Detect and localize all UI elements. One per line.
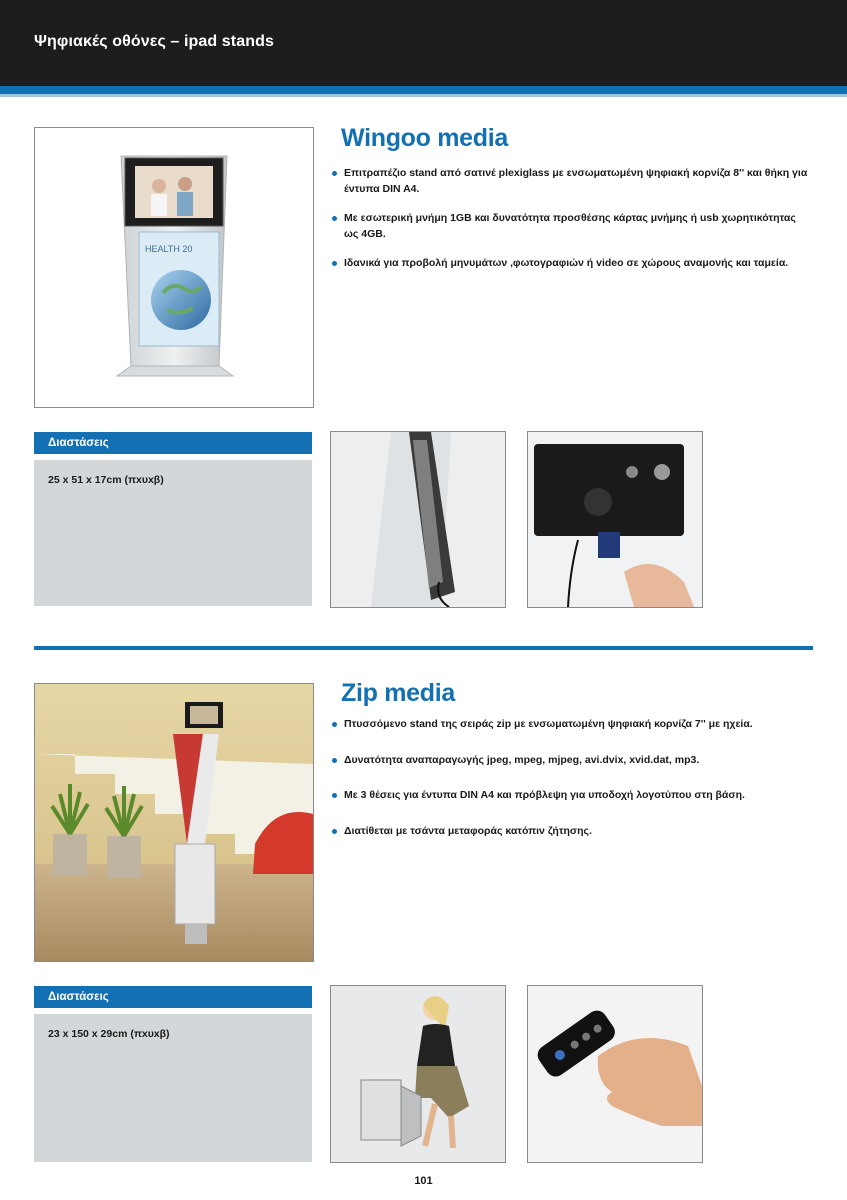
- header-title: Ψηφιακές οθόνες – ipad stands: [34, 33, 274, 50]
- page-header: [0, 0, 847, 86]
- zip-bag-image: [330, 985, 506, 1163]
- zip-bullet-list: [332, 717, 812, 853]
- zip-remote-image: [527, 985, 703, 1163]
- zip-product-image: [34, 683, 314, 962]
- bullet-item: Με εσωτερική μνήμη 1GB και δυνατότητα προσθέσης κάρτας μνήμης ή usb χωρητικότητας ως 4GB.: [332, 211, 812, 242]
- wingoo-bullet-list: [332, 166, 812, 286]
- wingoo-side-view-image: [330, 431, 506, 608]
- zip-dims-value: 23 x 150 x 29cm (πxυxβ): [34, 1014, 312, 1162]
- bullet-item: Ιδανικά για προβολή μηνυμάτων ,φωτογραφιών ή video σε χώρους αναμονής και ταμεία.: [332, 256, 812, 272]
- zip-dims-header: Διαστάσεις: [34, 986, 312, 1008]
- page-number: 101: [414, 1175, 433, 1187]
- bullet-item: Διατίθεται με τσάντα μεταφοράς κατόπιν ζήτησης.: [332, 824, 812, 840]
- bullet-item: Πτυσσόμενο stand της σειράς zip με ενσωματωμένη ψηφιακή κορνίζα 7'' με ηχεία.: [332, 717, 812, 733]
- wingoo-dims-header: Διαστάσεις: [34, 432, 312, 454]
- header-stripe: [0, 86, 847, 94]
- zip-title: Zip media: [341, 679, 455, 707]
- wingoo-title: Wingoo media: [341, 124, 509, 152]
- wingoo-dims-value: 25 x 51 x 17cm (πxυxβ): [34, 460, 312, 606]
- header-stripe-light: [0, 94, 847, 97]
- bullet-item: Με 3 θέσεις για έντυπα DIN A4 και πρόβλεψη για υποδοχή λογοτύπου στη βάση.: [332, 788, 812, 804]
- bullet-item: Δυνατότητα αναπαραγωγής jpeg, mpeg, mjpeg, avi.dvix, xvid.dat, mp3.: [332, 753, 812, 769]
- bullet-item: Επιτραπέζιο stand από σατινέ plexiglass με ενσωματωμένη ψηφιακή κορνίζα 8'' και θήκη για έντυπα DIN A4.: [332, 166, 812, 197]
- wingoo-product-image: [34, 127, 314, 408]
- wingoo-poster-text: HEALTH 20: [145, 244, 193, 254]
- wingoo-back-view-image: [527, 431, 703, 608]
- section-divider: [34, 646, 813, 650]
